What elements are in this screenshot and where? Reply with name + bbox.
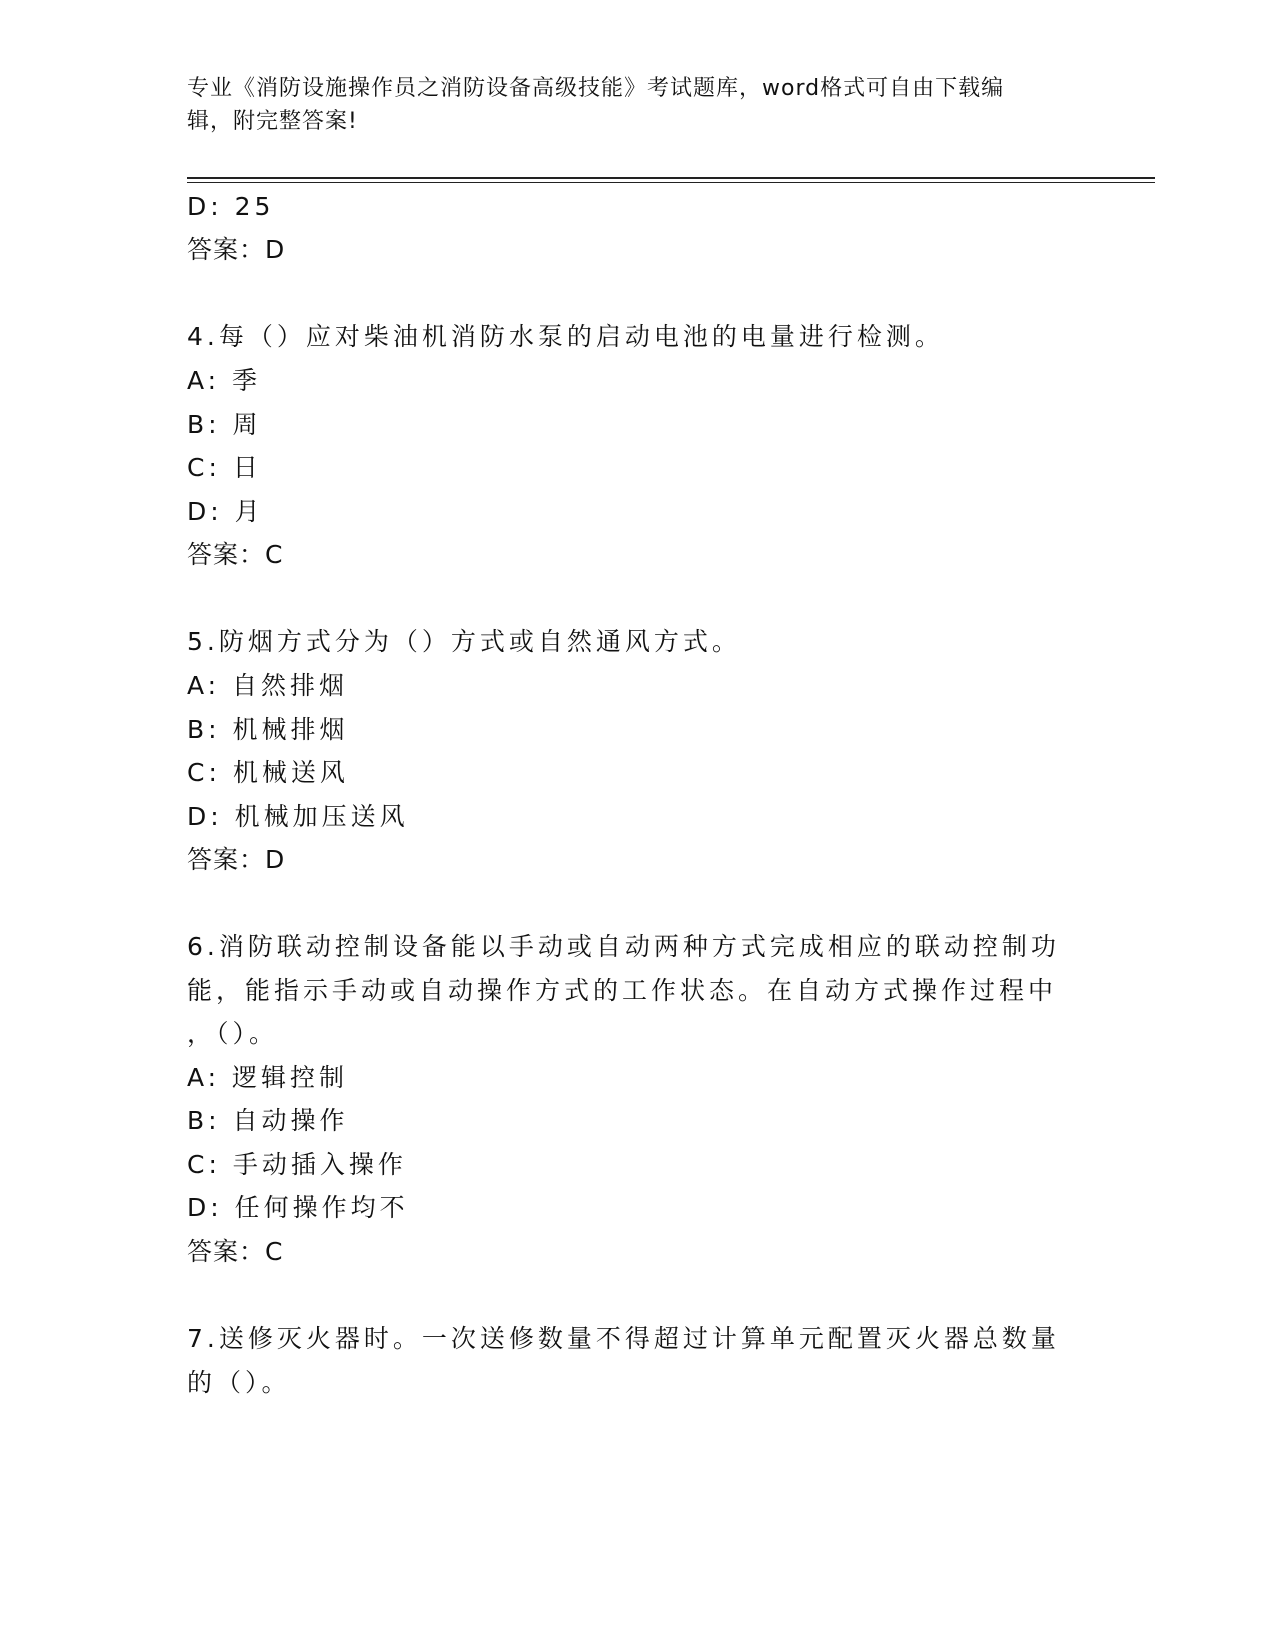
q7-question-line-2: 的（）。 [187,1368,291,1397]
q5-option-a: A: 自然排烟 [187,671,349,700]
q4-option-b: B: 周 [187,410,262,439]
header-divider-thin [187,182,1155,183]
page-header [187,72,1087,138]
q4-answer: 答案：C [187,540,284,569]
q6-question-line-1: 6.消防联动控制设备能以手动或自动两种方式完成相应的联动控制功 [187,932,1060,961]
q6-question-line-3: ，（）。 [187,1019,279,1048]
q4-option-d: D: 月 [187,497,264,526]
q6-question-line-2: 能，能指示手动或自动操作方式的工作状态。在自动方式操作过程中 [187,976,1058,1005]
header-divider-thick [187,177,1155,179]
q6-option-a: A: 逻辑控制 [187,1063,349,1092]
q5-option-b: B: 机械排烟 [187,715,349,744]
q6-option-c: C: 手动插入操作 [187,1150,407,1179]
q6-answer: 答案：C [187,1237,284,1266]
q6-option-b: B: 自动操作 [187,1106,349,1135]
q4-option-a: A: 季 [187,366,262,395]
q4-option-c: C: 日 [187,453,262,482]
header-line-1: 专业《消防设施操作员之消防设备高级技能》考试题库，word格式可自由下载编 [187,76,1005,101]
header-line-2: 辑，附完整答案! [187,109,358,134]
q5-answer: 答案：D [187,845,286,874]
q7-question-line-1: 7.送修灭火器时。一次送修数量不得超过计算单元配置灭火器总数量 [187,1324,1060,1353]
q3-option-d: D: 25 [187,192,275,221]
q3-answer: 答案：D [187,235,286,264]
q5-option-d: D: 机械加压送风 [187,802,409,831]
q4-question: 4.每（）应对柴油机消防水泵的启动电池的电量进行检测。 [187,322,944,351]
q5-question: 5.防烟方式分为（）方式或自然通风方式。 [187,627,741,656]
q5-option-c: C: 机械送风 [187,758,349,787]
q6-option-d: D: 任何操作均不 [187,1193,409,1222]
